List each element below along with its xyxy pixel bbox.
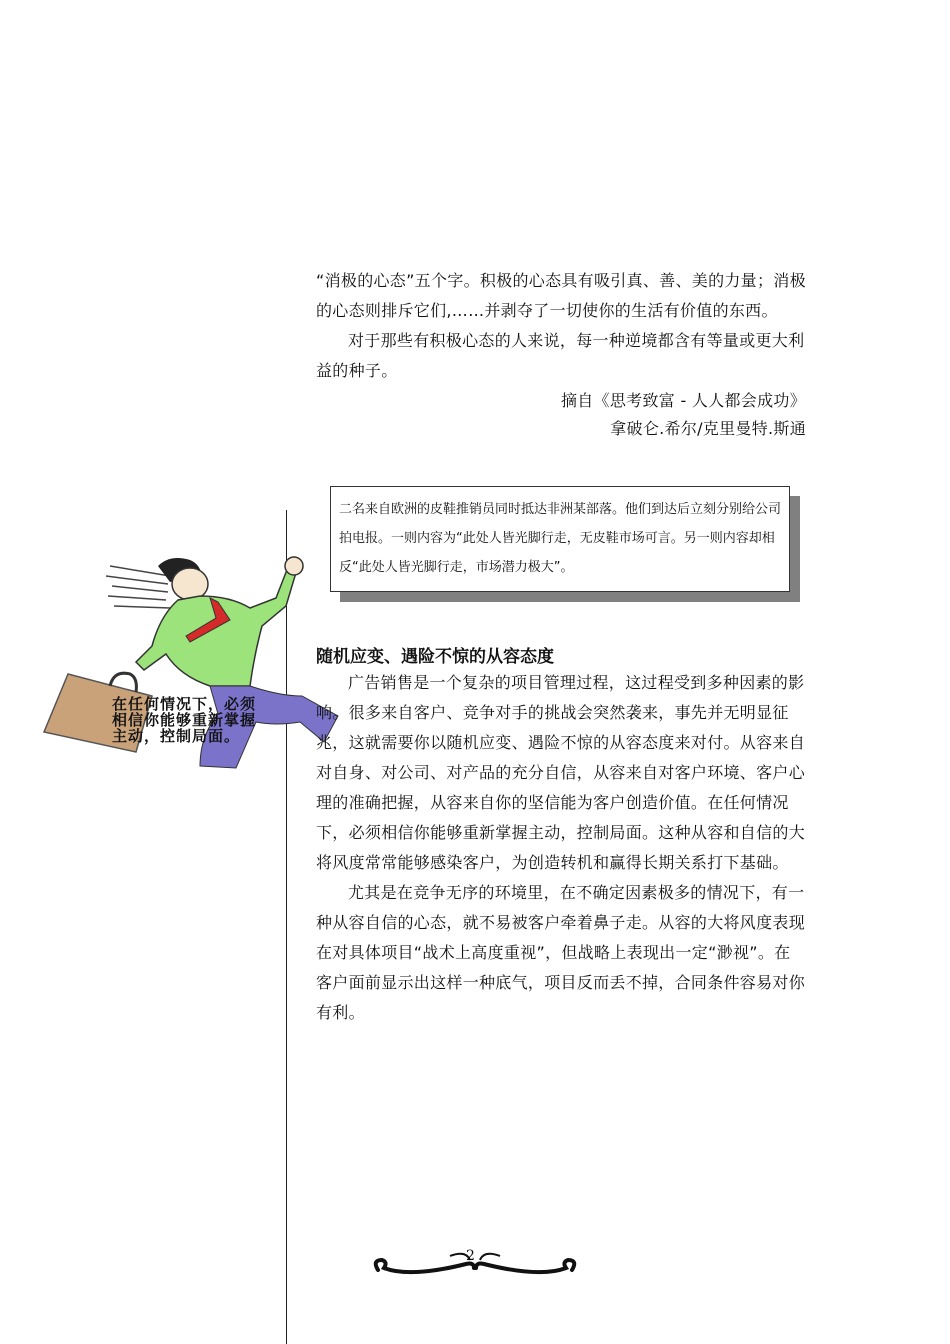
raised-fist: [285, 557, 303, 575]
section-title: 随机应变、遇险不惊的从容态度: [316, 647, 554, 667]
sidebar-quote: 在任何情况下，必须相信你能够重新掌握主动，控制局面。: [112, 695, 257, 745]
story-box-text: 二名来自欧洲的皮鞋推销员同时抵达非洲某部落。他们到达后立刻分别给公司拍电报。一则内容为“此处人皆光脚行走，无皮鞋市场可言。另一则内容却相反“此处人皆光脚行走，市场潜力极大”。: [339, 502, 782, 575]
quote-source: 摘自《思考致富 - 人人都会成功》: [560, 391, 806, 410]
page-number: 2: [466, 1248, 475, 1264]
section-paragraph-1: 广告销售是一个复杂的项目管理过程，这过程受到多种因素的影响。很多来自客户、竞争对手的挑战会突然袭来，事先并无明显征兆，这就需要你以随机应变、遇险不惊的从容态度来对付。从容来自对自身、对公司、对产品的充分自信，从容来自对客户环境、客户心理的准确把握，从容来自你的坚信能为客户创造价值。在任何情况下，必须相信你能够重新掌握主动，控制局面。这种从容和自信的大将风度常常能够感染客户，为创造转机和赢得长期关系打下基础。: [316, 673, 806, 872]
face: [172, 568, 208, 600]
section-body: [316, 668, 806, 1028]
story-box: [330, 486, 790, 592]
quote-paragraph-2: 对于那些有积极心态的人来说，每一种逆境都含有等量或更大利益的种子。: [316, 331, 805, 380]
footer-ornament: [370, 1248, 580, 1284]
section-paragraph-2: 尤其是在竞争无序的环境里，在不确定因素极多的情况下，有一种从容自信的心态，就不易被客户牵着鼻子走。从容的大将风度表现在对具体项目“战术上高度重视”，但战略上表现出一定“渺视”。在客户面前显示出这样一种底气，项目反而丢不掉，合同条件容易对你有利。: [316, 883, 806, 1022]
quote-paragraph-1: “消极的心态”五个字。积极的心态具有吸引真、善、美的力量；消极的心态则排斥它们,……并剥夺了一切使你的生活有价值的东西。: [316, 271, 806, 320]
quote-author: 拿破仑.希尔/克里曼特.斯通: [610, 419, 806, 438]
speed-lines: [106, 566, 170, 608]
